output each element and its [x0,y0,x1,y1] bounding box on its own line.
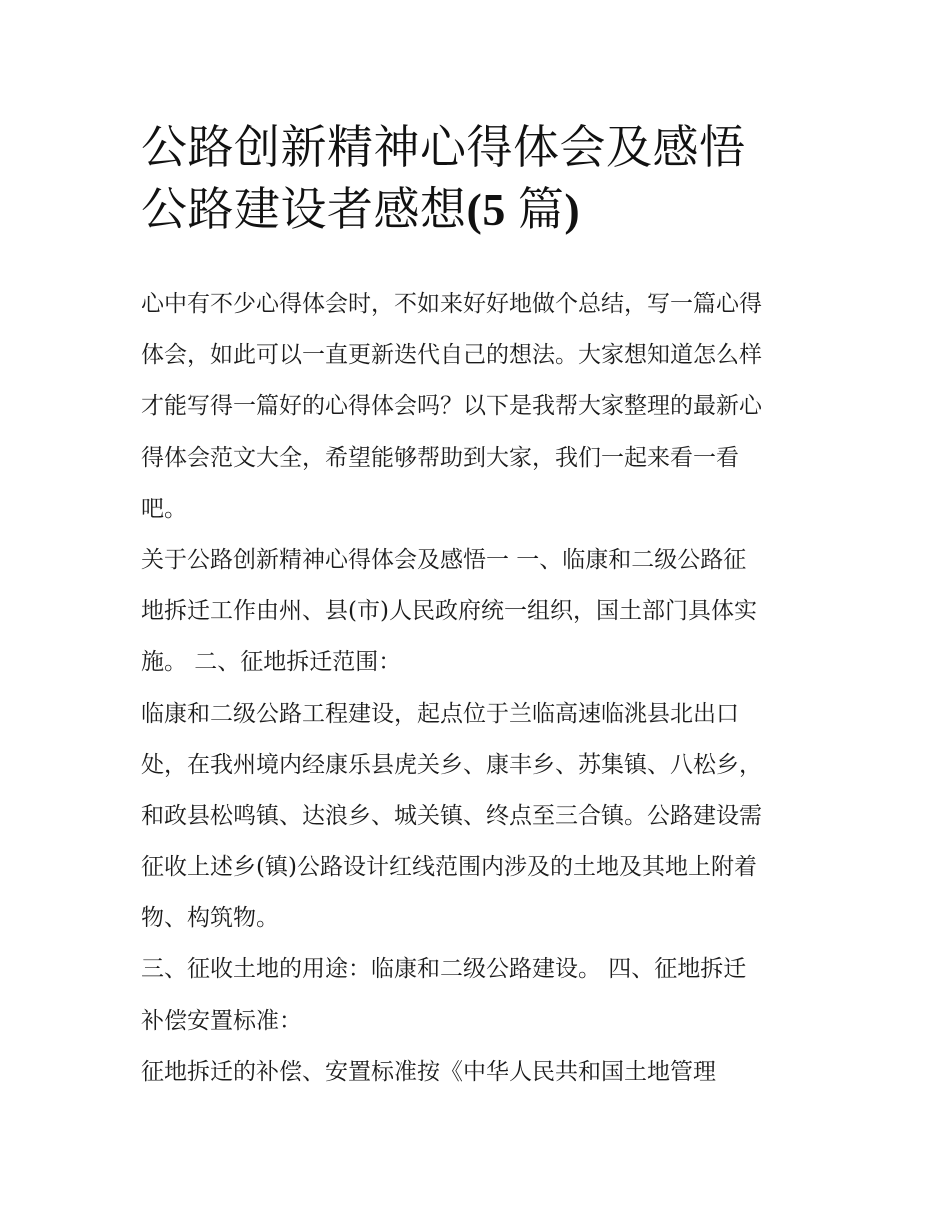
body-line: 地拆迁工作由州、县(市)人民政府统一组织，国土部门具体实 [141,598,757,625]
title-line-2-prefix: 公路建设者感想 [141,182,467,236]
document-body [141,279,821,1098]
title-line-1: 公路创新精神心得体会及感悟 [141,120,746,174]
body-line: 才能写得一篇好的心得体会吗？以下是我帮大家整理的最新心 [141,393,762,420]
title-count-open: (5 [466,184,518,235]
document-title [141,116,821,241]
body-line: 征地拆迁的补偿、安置标准按《中华人民共和国土地管理 [141,1058,716,1085]
title-count-close: ) [564,184,581,235]
body-line: 施。 二、征地拆迁范围： [141,649,402,676]
body-line: 和政县松鸣镇、达浪乡、城关镇、终点至三合镇。公路建设需 [141,802,762,829]
body-line: 吧。 [141,495,187,522]
body-line: 征收上述乡(镇)公路设计红线范围内涉及的土地及其地上附着 [141,854,757,881]
title-count-unit: 篇 [517,182,565,236]
body-line: 心中有不少心得体会时，不如来好好地做个总结，写一篇心得 [141,291,762,317]
body-line: 处，在我州境内经康乐县虎关乡、康丰乡、苏集镇、八松乡， [141,751,762,778]
title-line-2 [141,178,821,241]
body-line: 三、征收土地的用途：临康和二级公路建设。 四、征地拆迁 [141,956,747,983]
body-line: 物、构筑物。 [141,905,279,932]
body-line: 关于公路创新精神心得体会及感悟一 一、临康和二级公路征 [141,546,747,573]
body-line: 补偿安置标准： [141,1007,302,1034]
body-line: 得体会范文大全，希望能够帮助到大家，我们一起来看一看 [141,444,739,471]
body-line: 体会，如此可以一直更新迭代自己的想法。大家想知道怎么样 [141,342,762,369]
body-line: 临康和二级公路工程建设，起点位于兰临高速临洮县北出口 [141,700,739,727]
